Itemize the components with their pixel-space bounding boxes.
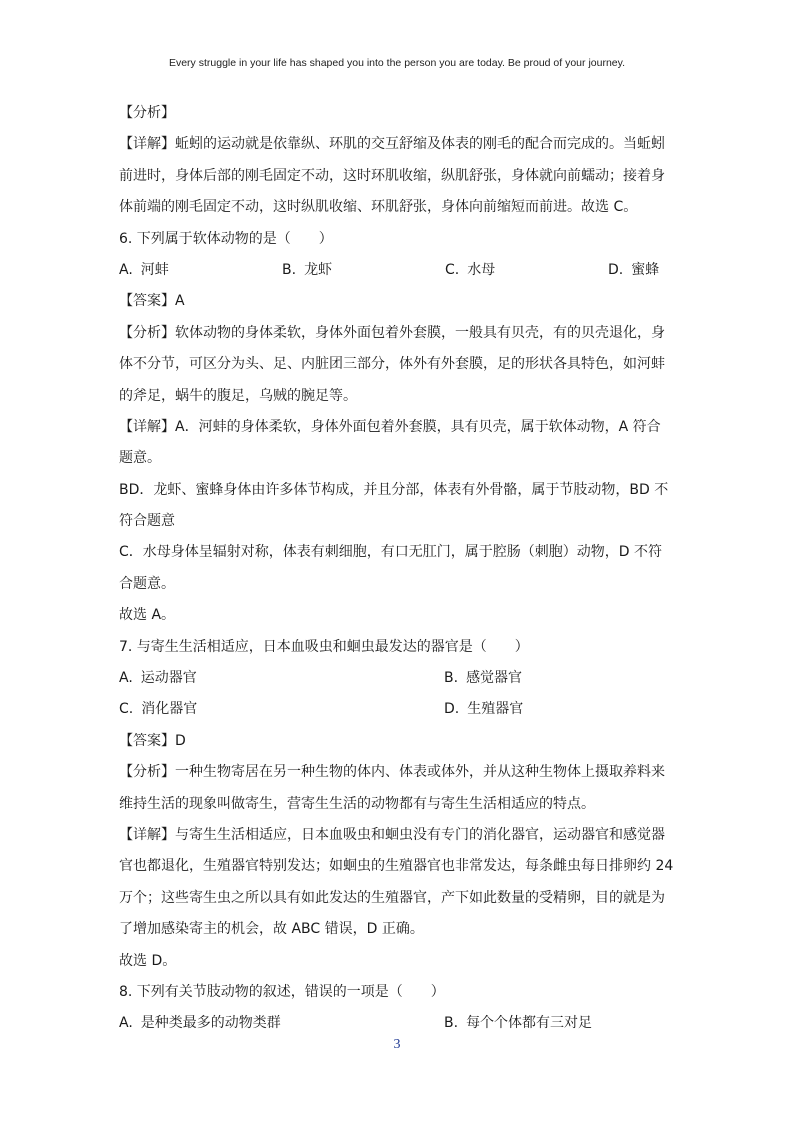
text-line: 故选 D。 xyxy=(119,952,177,969)
question-7-options-row-1 xyxy=(119,663,679,694)
q7-option-a: A. 运动器官 xyxy=(119,670,197,687)
text-line: 官也都退化，生殖器官特别发达；如蛔虫的生殖器官也非常发达，每条雌虫每日排卵约 24 xyxy=(119,858,674,875)
header-motto: Every struggle in your life has shaped you into the person you are today. Be proud of your journey. xyxy=(168,57,626,69)
page-number: 3 xyxy=(393,1037,401,1052)
text-line: 合题意。 xyxy=(119,575,175,592)
text-line: 的斧足，蜗牛的腹足，乌贼的腕足等。 xyxy=(119,387,357,404)
section-heading-analysis: 【分析】 xyxy=(119,105,175,121)
text-line: 前进时，身体后部的刚毛固定不动，这时环肌收缩，纵肌舒张，身体就向前蠕动；接着身 xyxy=(119,167,665,184)
q8-option-a: A. 是种类最多的动物类群 xyxy=(119,1015,281,1032)
q6-option-c: C. 水母 xyxy=(445,261,496,278)
question-7-stem: 7. 与寄生生活相适应，日本血吸虫和蛔虫最发达的器官是（ ） xyxy=(119,638,529,655)
question-6-stem: 6. 下列属于软体动物的是（ ） xyxy=(119,230,333,247)
q6-option-b: B. 龙虾 xyxy=(282,261,333,278)
q6-option-a: A. 河蚌 xyxy=(119,261,169,278)
q7-option-c: C. 消化器官 xyxy=(119,701,198,718)
q7-option-d: D. 生殖器官 xyxy=(444,701,524,718)
text-line: 体不分节，可区分为头、足、内脏团三部分，体外有外套膜，足的形状各具特色，如河蚌 xyxy=(119,356,665,373)
text-line: 符合题意 xyxy=(119,513,175,530)
q8-option-b: B. 每个个体都有三对足 xyxy=(444,1015,593,1032)
question-6-options xyxy=(119,255,679,286)
question-7-answer: 【答案】D xyxy=(119,732,186,749)
text-line: 【分析】一种生物寄居在另一种生物的体内、体表或体外，并从这种生物体上摄取养料来 xyxy=(119,764,665,781)
text-line: 【详解】与寄生生活相适应，日本血吸虫和蛔虫没有专门的消化器官，运动器官和感觉器 xyxy=(119,826,665,843)
text-line: 维持生活的现象叫做寄生，营寄生生活的动物都有与寄生生活相适应的特点。 xyxy=(119,795,595,812)
text-line: 故选 A。 xyxy=(119,607,176,624)
text-line: 万个；这些寄生虫之所以具有如此发达的生殖器官，产下如此数量的受精卵，目的就是为 xyxy=(119,889,665,906)
text-line: 了增加感染寄主的机会，故 ABC 错误，D 正确。 xyxy=(119,921,424,938)
text-line: C．水母身体呈辐射对称，体表有刺细胞，有口无肛门，属于腔肠（刺胞）动物，D 不符 xyxy=(119,544,663,561)
text-line: 【详解】A．河蚌的身体柔软，身体外面包着外套膜，具有贝壳，属于软体动物，A 符合 xyxy=(119,418,661,435)
text-line: 【详解】蚯蚓的运动就是依靠纵、环肌的交互舒缩及体表的刚毛的配合而完成的。当蚯蚓 xyxy=(119,136,665,153)
text-line: 题意。 xyxy=(119,450,161,467)
question-6-answer: 【答案】A xyxy=(119,293,185,310)
text-line: 【分析】软体动物的身体柔软，身体外面包着外套膜，一般具有贝壳，有的贝壳退化，身 xyxy=(119,324,665,341)
text-line: BD．龙虾、蜜蜂身体由许多体节构成，并且分部，体表有外骨骼，属于节肢动物，BD 不 xyxy=(119,481,669,498)
q7-option-b: B. 感觉器官 xyxy=(444,670,523,687)
q6-option-d: D. 蜜蜂 xyxy=(608,261,660,278)
question-8-options-row-1 xyxy=(119,1008,679,1039)
question-7-options-row-2 xyxy=(119,694,679,725)
document-body xyxy=(119,98,679,1040)
text-line: 体前端的刚毛固定不动，这时纵肌收缩、环肌舒张，身体向前缩短而前进。故选 C。 xyxy=(119,199,638,216)
question-8-stem: 8. 下列有关节肢动物的叙述，错误的一项是（ ） xyxy=(119,983,445,1000)
